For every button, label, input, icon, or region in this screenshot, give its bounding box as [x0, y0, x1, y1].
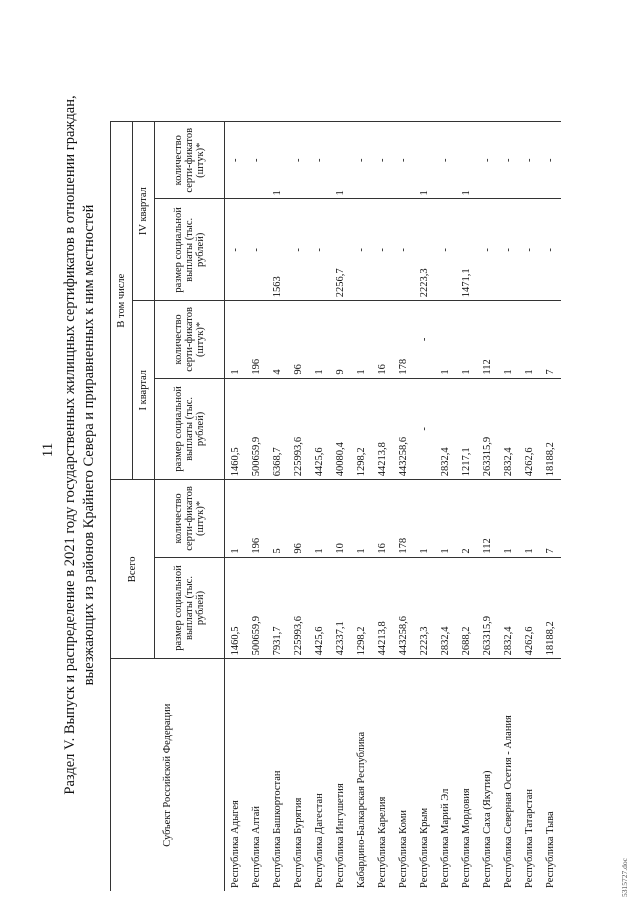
q4-count-cell: -: [393, 122, 414, 199]
subject-cell: Республика Коми: [393, 659, 414, 891]
certificates-table-container: [110, 121, 561, 891]
subject-column-header: Субъект Российской Федерации: [111, 659, 225, 891]
q1-count-cell: 1: [435, 301, 456, 378]
total-count-cell: 1: [225, 480, 247, 557]
q1-amount-cell: 225993,6: [288, 378, 309, 480]
q4-amount-cell: -: [309, 199, 330, 301]
subject-cell: Республика Дагестан: [309, 659, 330, 891]
q1-count-cell: 96: [288, 301, 309, 378]
total-amount-cell: 443258,6: [393, 557, 414, 659]
q4-count-cell: -: [288, 122, 309, 199]
subject-cell: Республика Ингушетия: [330, 659, 351, 891]
total-count-cell: 96: [288, 480, 309, 557]
q4-amount-cell: -: [393, 199, 414, 301]
q1-count-header: количество серти-фикатов (штук)*: [155, 301, 225, 378]
table-row: [372, 122, 393, 892]
q4-amount-cell: -: [435, 199, 456, 301]
total-amount-cell: 263315,9: [477, 557, 498, 659]
section-title-line-2: выезжающих из районов Крайнего Севера и приравненных к ним местностей: [81, 204, 97, 686]
table-row: [456, 122, 477, 892]
q1-count-cell: 1: [498, 301, 519, 378]
total-count-header: количество серти-фикатов (штук)*: [155, 480, 225, 557]
total-count-cell: 5: [267, 480, 288, 557]
total-count-cell: 1: [351, 480, 372, 557]
q1-amount-cell: 44213,8: [372, 378, 393, 480]
q4-count-cell: -: [351, 122, 372, 199]
q4-amount-cell: -: [372, 199, 393, 301]
q1-count-cell: 1: [309, 301, 330, 378]
subject-cell: Республика Марий Эл: [435, 659, 456, 891]
q1-amount-cell: -: [414, 378, 435, 480]
q1-amount-cell: 40080,4: [330, 378, 351, 480]
q1-count-cell: 1: [351, 301, 372, 378]
subject-cell: Республика Адыгея: [225, 659, 247, 891]
total-count-cell: 1: [309, 480, 330, 557]
total-count-cell: 10: [330, 480, 351, 557]
q1-count-cell: 7: [540, 301, 561, 378]
q4-count-header: количество серти-фикатов (штук)*: [155, 122, 225, 199]
subject-cell: Республика Бурятия: [288, 659, 309, 891]
q4-amount-cell: -: [519, 199, 540, 301]
table-row: [540, 122, 561, 892]
q1-amount-cell: 1217,1: [456, 378, 477, 480]
total-amount-cell: 4425,6: [309, 557, 330, 659]
subject-cell: Республика Крым: [414, 659, 435, 891]
q4-amount-cell: -: [351, 199, 372, 301]
total-amount-cell: 42337,1: [330, 557, 351, 659]
table-row: [498, 122, 519, 892]
q1-amount-cell: 263315,9: [477, 378, 498, 480]
subject-cell: Республика Алтай: [246, 659, 267, 891]
q1-count-cell: 9: [330, 301, 351, 378]
q4-amount-cell: 2223,3: [414, 199, 435, 301]
q1-amount-cell: 4262,6: [519, 378, 540, 480]
total-amount-cell: 2832,4: [498, 557, 519, 659]
q4-count-cell: 1: [267, 122, 288, 199]
q4-amount-cell: -: [288, 199, 309, 301]
q4-count-cell: -: [309, 122, 330, 199]
q4-amount-cell: 1471,1: [456, 199, 477, 301]
q4-count-cell: -: [246, 122, 267, 199]
q1-amount-cell: 6368,7: [267, 378, 288, 480]
q4-count-cell: -: [540, 122, 561, 199]
total-amount-cell: 1298,2: [351, 557, 372, 659]
subject-cell: Республика Мордовия: [456, 659, 477, 891]
q1-amount-cell: 2832,4: [435, 378, 456, 480]
q1-count-cell: 1: [519, 301, 540, 378]
q4-count-cell: 1: [414, 122, 435, 199]
total-amount-cell: 44213,8: [372, 557, 393, 659]
q1-amount-cell: 1298,2: [351, 378, 372, 480]
subject-cell: Кабардино-Балкарская Республика: [351, 659, 372, 891]
total-amount-cell: 2832,4: [435, 557, 456, 659]
q4-amount-cell: -: [225, 199, 247, 301]
q1-amount-cell: 18188,2: [540, 378, 561, 480]
total-count-cell: 1: [519, 480, 540, 557]
q1-count-cell: 4: [267, 301, 288, 378]
total-group-header: Всего: [111, 480, 155, 659]
q4-count-cell: -: [477, 122, 498, 199]
table-row: [309, 122, 330, 892]
total-amount-cell: 2223,3: [414, 557, 435, 659]
q1-amount-cell: 443258,6: [393, 378, 414, 480]
q1-group-header: I квартал: [133, 301, 155, 480]
q4-count-cell: -: [435, 122, 456, 199]
q1-amount-cell: 1460,5: [225, 378, 247, 480]
q4-amount-cell: 1563: [267, 199, 288, 301]
q4-count-cell: 1: [456, 122, 477, 199]
table-row: [519, 122, 540, 892]
total-count-cell: 2: [456, 480, 477, 557]
q4-amount-cell: -: [477, 199, 498, 301]
q1-count-cell: 1: [225, 301, 247, 378]
q4-count-cell: 1: [330, 122, 351, 199]
table-row: [246, 122, 267, 892]
q1-payment-header: размер социальной выплаты (тыс. рублей): [155, 378, 225, 480]
total-count-cell: 1: [414, 480, 435, 557]
subject-cell: Республика Северная Осетия - Алания: [498, 659, 519, 891]
total-amount-cell: 225993,6: [288, 557, 309, 659]
q4-count-cell: -: [225, 122, 247, 199]
subject-cell: Республика Саха (Якутия): [477, 659, 498, 891]
file-reference: 5315727.doc: [620, 858, 629, 897]
q1-amount-cell: 2832,4: [498, 378, 519, 480]
total-count-cell: 7: [540, 480, 561, 557]
q1-amount-cell: 4425,6: [309, 378, 330, 480]
table-row: [225, 122, 247, 892]
subject-cell: Республика Тыва: [540, 659, 561, 891]
q1-count-cell: 112: [477, 301, 498, 378]
table-row: [288, 122, 309, 892]
table-body: [225, 122, 562, 892]
q1-count-cell: -: [414, 301, 435, 378]
q4-count-cell: -: [372, 122, 393, 199]
q4-amount-cell: -: [540, 199, 561, 301]
q1-amount-cell: 500659,9: [246, 378, 267, 480]
subject-cell: Республика Татарстан: [519, 659, 540, 891]
total-count-cell: 196: [246, 480, 267, 557]
table-row: [267, 122, 288, 892]
subject-cell: Республика Карелия: [372, 659, 393, 891]
q4-amount-cell: -: [498, 199, 519, 301]
table-header: [111, 122, 225, 892]
subject-cell: Республика Башкортостан: [267, 659, 288, 891]
q4-count-cell: -: [498, 122, 519, 199]
q4-payment-header: размер социальной выплаты (тыс. рублей): [155, 199, 225, 301]
total-amount-cell: 4262,6: [519, 557, 540, 659]
total-count-cell: 16: [372, 480, 393, 557]
total-amount-cell: 1460,5: [225, 557, 247, 659]
total-count-cell: 178: [393, 480, 414, 557]
q4-count-cell: -: [519, 122, 540, 199]
total-count-cell: 1: [498, 480, 519, 557]
q1-count-cell: 1: [456, 301, 477, 378]
total-count-cell: 112: [477, 480, 498, 557]
total-amount-cell: 7931,7: [267, 557, 288, 659]
certificates-table: [110, 121, 561, 891]
q1-count-cell: 178: [393, 301, 414, 378]
total-amount-cell: 18188,2: [540, 557, 561, 659]
including-group-header: В том числе: [111, 122, 133, 480]
table-row: [393, 122, 414, 892]
total-count-cell: 1: [435, 480, 456, 557]
q4-amount-cell: -: [246, 199, 267, 301]
table-row: [330, 122, 351, 892]
q4-group-header: IV квартал: [133, 122, 155, 301]
q1-count-cell: 196: [246, 301, 267, 378]
q4-amount-cell: 2256,7: [330, 199, 351, 301]
table-row: [414, 122, 435, 892]
total-payment-header: размер социальной выплаты (тыс. рублей): [155, 557, 225, 659]
table-row: [435, 122, 456, 892]
q1-count-cell: 16: [372, 301, 393, 378]
total-amount-cell: 500659,9: [246, 557, 267, 659]
table-row: [351, 122, 372, 892]
section-title-line-1: Раздел V. Выпуск и распределение в 2021 году государственных жилищных сертификатов в отношении граждан,: [62, 95, 78, 795]
page-number: 11: [40, 442, 56, 458]
total-amount-cell: 2688,2: [456, 557, 477, 659]
table-row: [477, 122, 498, 892]
